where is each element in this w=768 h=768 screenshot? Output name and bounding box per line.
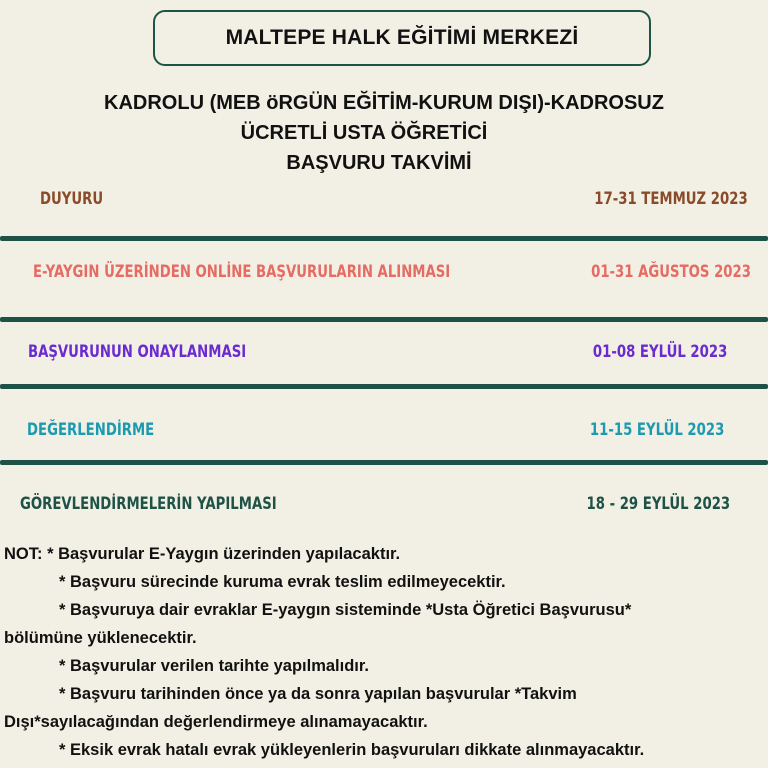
divider-1 — [0, 236, 768, 241]
note-4: * Başvurular verilen tarihte yapılmalıdır. — [59, 657, 369, 675]
schedule-date-duyuru: 17-31 TEMMUZ 2023 — [594, 189, 748, 209]
note-3a: * Başvuruya dair evraklar E-yaygın sisteminde *Usta Öğretici Başvurusu* — [59, 601, 632, 619]
note-2: * Başvuru sürecinde kuruma evrak teslim edilmeyecektir. — [59, 573, 506, 591]
schedule-label-duyuru: DUYURU — [40, 189, 104, 209]
divider-3 — [0, 384, 768, 389]
note-6: * Eksik evrak hatalı evrak yükleyenlerin başvuruları dikkate alınmayacaktır. — [59, 741, 645, 759]
notes-block — [4, 540, 766, 764]
heading-line-2: ÜCRETLİ USTA ÖĞRETİCİ — [240, 122, 488, 144]
divider-2 — [0, 317, 768, 322]
note-1: NOT: * Başvurular E-Yaygın üzerinden yapılacaktır. — [4, 545, 401, 563]
schedule-label-degerlendirme: DEĞERLENDİRME — [27, 420, 155, 440]
note-3b: bölümüne yüklenecektir. — [4, 629, 197, 647]
divider-4 — [0, 460, 768, 465]
schedule-date-degerlendirme: 11-15 EYLÜL 2023 — [589, 420, 724, 440]
schedule-label-onaylanma: BAŞVURUNUN ONAYLANMASI — [28, 342, 247, 362]
schedule-label-online-basvuru: E-YAYGIN ÜZERİNDEN ONLİNE BAŞVURULARIN ALINMASI — [33, 262, 451, 282]
schedule-date-gorevlendirme: 18 - 29 EYLÜL 2023 — [586, 494, 730, 514]
title-box — [153, 10, 651, 66]
schedule-date-online-basvuru: 01-31 AĞUSTOS 2023 — [591, 262, 751, 282]
org-name: MALTEPE HALK EĞİTİMİ MERKEZİ — [225, 26, 579, 49]
schedule-date-onaylanma: 01-08 EYLÜL 2023 — [592, 342, 727, 362]
heading-line-1: KADROLU (MEB öRGÜN EĞİTİM-KURUM DIŞI)-KADROSUZ — [104, 92, 664, 114]
note-5a: * Başvuru tarihinden önce ya da sonra yapılan başvurular *Takvim — [59, 685, 577, 703]
heading-line-3: BAŞVURU TAKVİMİ — [286, 152, 472, 174]
schedule-label-gorevlendirme: GÖREVLENDİRMELERİN YAPILMASI — [20, 494, 277, 514]
note-5b: Dışı*sayılacağından değerlendirmeye alınamayacaktır. — [4, 713, 428, 731]
